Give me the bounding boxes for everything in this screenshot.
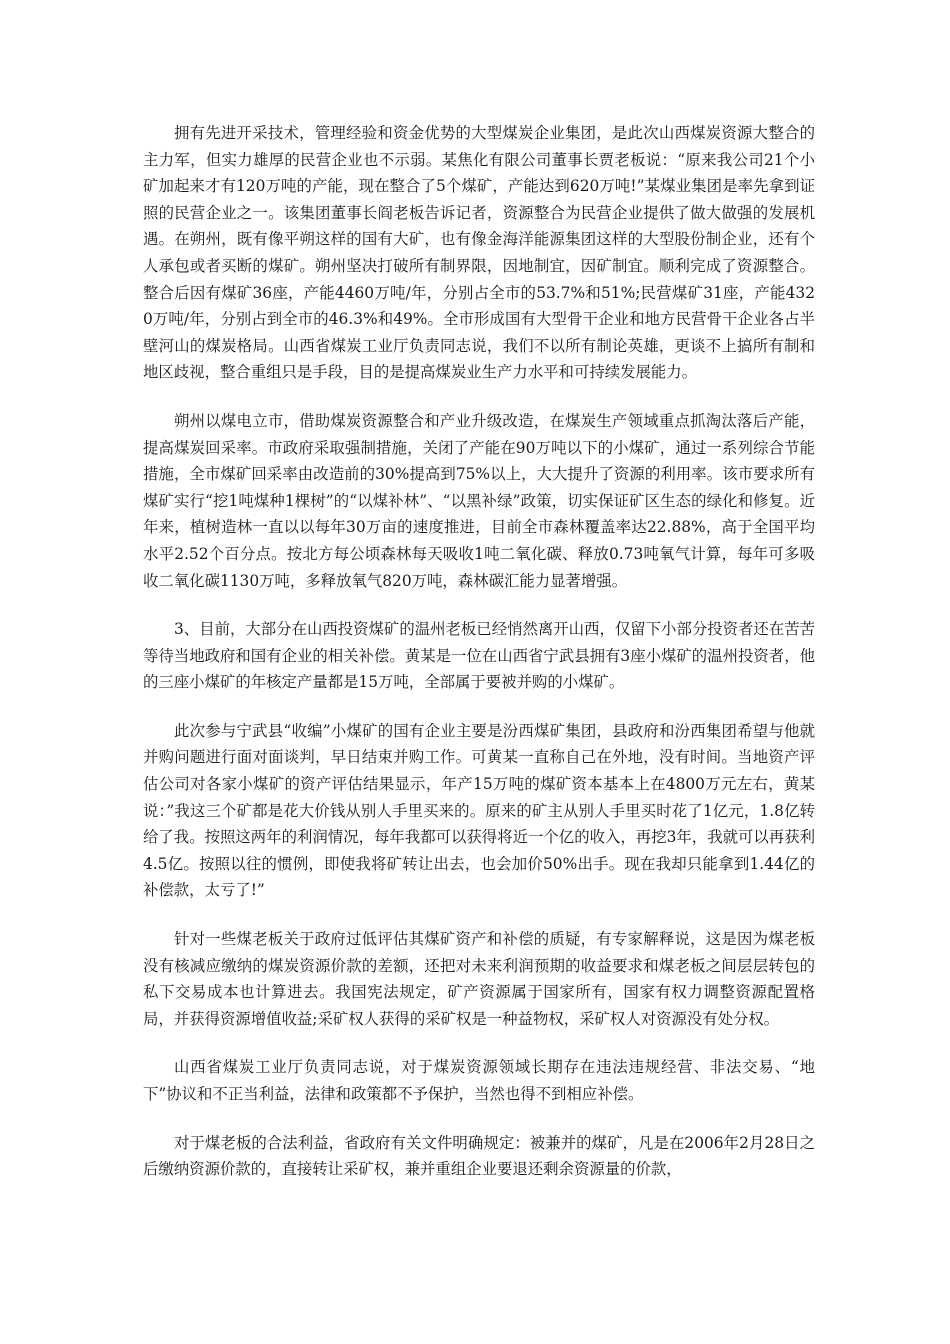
paragraph-wenzhou-bosses: 3、目前，大部分在山西投资煤矿的温州老板已经悄然离开山西，仅留下小部分投资者还在苦苦等待当地政府和国有企业的相关补偿。黄某是一位在山西省宁武县拥有3座小煤矿的温州投资者，他的三座小煤矿的年核定产量都是15万吨，全部属于要被并购的小煤矿。: [143, 620, 815, 692]
paragraph-private-enterprises: 拥有先进开采技术，管理经验和资金优势的大型煤炭企业集团，是此次山西煤炭资源大整合的主力军，但实力雄厚的民营企业也不示弱。某焦化有限公司董事长贾老板说：“原来我公司21个小矿加起来才有120万吨的产能，现在整合了5个煤矿，产能达到620万吨!”某煤业集团是率先拿到证照的民营企业之一。该集团董事长阎老板告诉记者，资源整合为民营企业提供了做大做强的发展机遇。在朔州，既有像平朔这样的国有大矿，也有像金海洋能源集团这样的大型股份制企业，还有个人承包或者买断的煤矿。朔州坚决打破所有制界限，因地制宜，因矿制宜。顺利完成了资源整合。整合后因有煤矿36座，产能4460万吨/年，分别占全市的53.7%和51%;民营煤矿31座，产能4320万吨/年，分别占到全市的46.3%和49%。全市形成国有大型骨干企业和地方民营骨干企业各占半壁河山的煤炭格局。山西省煤炭工业厅负责同志说，我们不以所有制论英雄，更谈不上搞所有制和地区歧视，整合重组只是手段，目的是提高煤炭业生产力水平和可持续发展能力。: [143, 124, 815, 382]
paragraph-legal-interests: 对于煤老板的合法利益，省政府有关文件明确规定：被兼并的煤矿，凡是在2006年2月28日之后缴纳资源价款的，直接转让采矿权，兼并重组企业要退还剩余资源量的价款，: [143, 1133, 815, 1179]
paragraph-ningwu-acquisition: 此次参与宁武县“收编”小煤矿的国有企业主要是汾西煤矿集团，县政府和汾西集团希望与他就并购问题进行面对面谈判，早日结束并购工作。可黄某一直称自己在外地，没有时间。当地资产评估公司对各家小煤矿的资产评估结果显示，年产15万吨的煤矿资本基本上在4800万元左右，黄某说：”我这三个矿都是花大价钱从别人手里买来的。原来的矿主从别人手里买时花了1亿元，1.8亿转给了我。按照这两年的利润情况，每年我都可以获得将近一个亿的收入，再挖3年，我就可以再获利4.5亿。按照以往的惯例，即使我将矿转让出去，也会加价50%出手。现在我却只能拿到1.44亿的补偿款，太亏了!”: [143, 721, 815, 900]
paragraph-official-statement: 山西省煤炭工业厅负责同志说，对于煤炭资源领域长期存在违法违规经营、非法交易、“地下”协议和不正当利益，法律和政策都不予保护，当然也得不到相应补偿。: [143, 1058, 815, 1103]
paragraph-shuozhou-recovery: 朔州以煤电立市，借助煤炭资源整合和产业升级改造，在煤炭生产领域重点抓淘汰落后产能，提高煤炭回采率。市政府采取强制措施，关闭了产能在90万吨以下的小煤矿，通过一系列综合节能措施，全市煤矿回采率由改造前的30%提高到75%以上，大大提升了资源的利用率。该市要求所有煤矿实行“挖1吨煤种1棵树”的“以煤补林”、“以黑补绿”政策，切实保证矿区生态的绿化和修复。近年来，植树造林一直以以每年30万亩的速度推进，目前全市森林覆盖率达22.88%，高于全国平均水平2.52个百分点。按北方每公顷森林每天吸收1吨二氧化碳、释放0.73吨氧气计算，每年可多吸收二氧化碳1130万吨，多释放氧气820万吨，森林碳汇能力显著增强。: [143, 411, 815, 590]
paragraph-expert-explanation: 针对一些煤老板关于政府过低评估其煤矿资产和补偿的质疑，有专家解释说，这是因为煤老板没有核减应缴纳的煤炭资源价款的差额，还把对未来利润预期的收益要求和煤老板之间层层转包的私下交易成本也计算进去。我国宪法规定，矿产资源属于国家所有，国家有权力调整资源配置格局，并获得资源增值收益;采矿权人获得的采矿权是一种益物权，采矿权人对资源没有处分权。: [143, 930, 815, 1028]
document-body: [143, 120, 815, 1205]
